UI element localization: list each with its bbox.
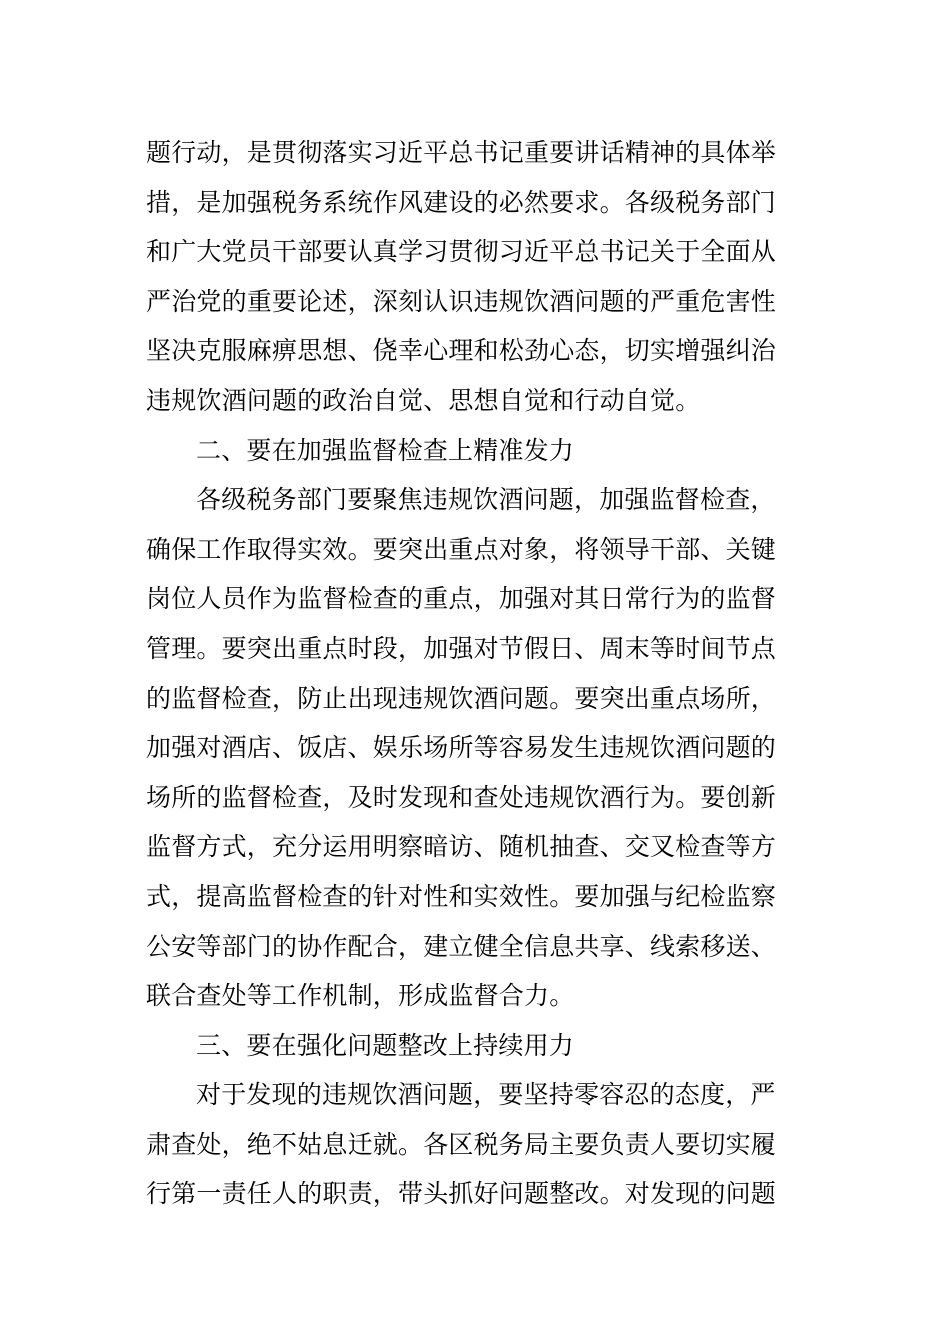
section-heading-3: 三、要在强化问题整改上持续用力	[196, 1030, 575, 1060]
body-text	[146, 128, 810, 1219]
text-line: 和广大党员干部要认真学习贯彻习近平总书记关于全面从	[146, 237, 777, 267]
text-line: 肃查处，绝不姑息迁就。各区税务局主要负责人要切实履	[146, 1129, 777, 1159]
text-line: 加强对酒店、饭店、娱乐场所等容易发生违规饮酒问题的	[146, 733, 777, 763]
section-heading-2: 二、要在加强监督检查上精准发力	[196, 435, 575, 465]
paragraph-start: 各级税务部门要聚焦违规饮酒问题，加强监督检查，	[196, 485, 776, 515]
text-line: 岗位人员作为监督检查的重点，加强对其日常行为的监督	[146, 584, 777, 614]
text-line: 式，提高监督检查的针对性和实效性。要加强与纪检监察	[146, 881, 777, 911]
paragraph-start: 对于发现的违规饮酒问题，要坚持零容忍的态度，严	[196, 1080, 776, 1110]
text-line: 公安等部门的协作配合，建立健全信息共享、线索移送、	[146, 931, 777, 961]
text-line: 违规饮酒问题的政治自觉、思想自觉和行动自觉。	[146, 385, 701, 415]
text-line: 严治党的重要论述，深刻认识违规饮酒问题的严重危害性	[146, 286, 777, 316]
text-line: 题行动，是贯彻落实习近平总书记重要讲话精神的具体举	[146, 138, 777, 167]
text-line: 场所的监督检查，及时发现和查处违规饮酒行为。要创新	[146, 782, 777, 812]
text-line: 坚决克服麻痹思想、侥幸心理和松劲心态，切实增强纠治	[146, 336, 777, 366]
text-line: 措，是加强税务系统作风建设的必然要求。各级税务部门	[146, 187, 777, 217]
text-line: 监督方式，充分运用明察暗访、随机抽查、交叉检查等方	[146, 832, 777, 862]
text-line: 确保工作取得实效。要突出重点对象，将领导干部、关键	[146, 534, 777, 564]
text-line: 联合查处等工作机制，形成监督合力。	[146, 981, 575, 1011]
text-line: 行第一责任人的职责，带头抓好问题整改。对发现的问题	[146, 1179, 777, 1209]
text-line: 管理。要突出重点时段，加强对节假日、周末等时间节点	[146, 633, 777, 663]
text-line: 的监督检查，防止出现违规饮酒问题。要突出重点场所，	[146, 683, 777, 713]
